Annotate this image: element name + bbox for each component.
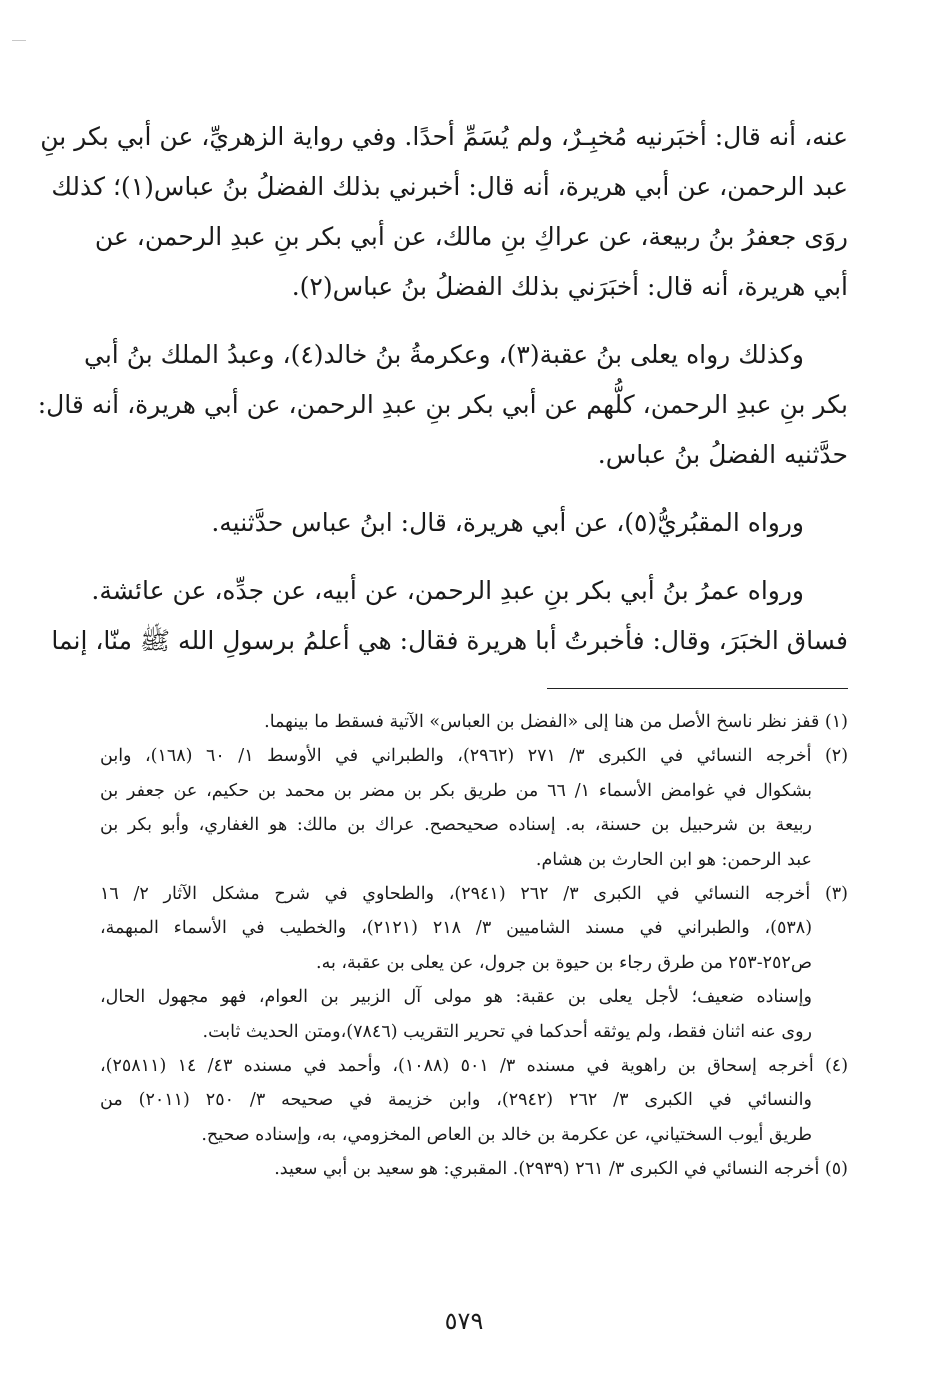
text-line: ورواه المقبُريُّ(٥)، عن أبي هريرة، قال: ابنُ عباس حدَّثنيه. bbox=[211, 508, 804, 537]
scan-edge-mark bbox=[12, 40, 26, 41]
footnote-line: بشكوال في غوامض الأسماء ١/ ٦٦ من طريق بكر بن مضر بن محمد بن حكيم، عن جعفر بن bbox=[100, 780, 812, 801]
footnote-line: (٥) أخرجه النسائي في الكبرى ٣/ ٢٦١ (٢٩٣٩). المقبري: هو سعيد بن أبي سعيد. bbox=[274, 1159, 848, 1180]
paragraph bbox=[37, 330, 848, 480]
footnote-line: والنسائي في الكبرى ٣/ ٢٦٢ (٢٩٤٢)، وابن خزيمة في صحيحه ٣/ ٢٥٠ (٢٠١١) من bbox=[100, 1090, 812, 1111]
footnote-line: طريق أيوب السختياني، عن عكرمة بن خالد بن العاص المخزومي، به، وإسناده صحيح. bbox=[201, 1124, 812, 1145]
text-line: بكر بنِ عبدِ الرحمن، كلُّهم عن أبي بكر بنِ عبدِ الرحمن، عن أبي هريرة، أنه قال: bbox=[37, 390, 848, 419]
text-line: فساق الخبَرَ، وقال: فأخبرتُ أبا هريرة فقال: هي أعلمُ برسولِ الله ﷺ منّا، إنما bbox=[51, 626, 848, 655]
text-line: ورواه عمرُ بنُ أبي بكر بنِ عبدِ الرحمن، عن أبيه، عن جدِّه، عن عائشة. bbox=[91, 576, 804, 605]
footnote bbox=[100, 739, 848, 877]
text-line: روَى جعفرُ بنُ ربيعة، عن عراكِ بنِ مالك، عن أبي بكر بنِ عبدِ الرحمن، عن bbox=[94, 222, 848, 251]
footnotes bbox=[100, 705, 848, 1186]
footnote bbox=[100, 705, 848, 739]
footnote bbox=[100, 1152, 848, 1186]
footnote bbox=[100, 877, 848, 1049]
paragraph bbox=[51, 566, 848, 666]
footnote-line: عبد الرحمن: هو ابن الحارث بن هشام. bbox=[535, 849, 812, 870]
footnote-line: ربيعة بن شرحبيل بن حسنة، به. إسناده صحيحصح. عراك بن مالك: هو الغفاري، وأبو بكر بن bbox=[100, 815, 812, 836]
footnote-separator bbox=[547, 688, 848, 689]
footnote-line: روى عنه اثنان فقط، ولم يوثقه أحدكما في تحرير التقريب (٧٨٤٦)،ومتن الحديث ثابت. bbox=[202, 1021, 812, 1042]
footnote-line: (٢) أخرجه النسائي في الكبرى ٣/ ٢٧١ (٢٩٦٢)، والطبراني في الأوسط ١/ ٦٠ (١٦٨)، وابن bbox=[100, 746, 849, 767]
footnote-line: (٤) أخرجه إسحاق بن راهوية في مسنده ٣/ ٥٠١ (١٠٨٨)، وأحمد في مسنده ٤٣/ ١٤ (٢٥٨١١)، bbox=[100, 1055, 849, 1076]
text-line: وكذلك رواه يعلى بنُ عقبة(٣)، وعكرمةُ بنُ خالد(٤)، وعبدُ الملك بنُ أبي bbox=[84, 340, 804, 369]
footnote-line: (٥٣٨)، والطبراني في مسند الشاميين ٣/ ٢١٨ (٢١٢١)، والخطيب في الأسماء المبهمة، bbox=[100, 918, 813, 939]
main-text bbox=[37, 112, 848, 666]
paragraph bbox=[100, 498, 848, 548]
text-line: أبي هريرة، أنه قال: أخبَرَني بذلك الفضلُ بنُ عباس(٢). bbox=[291, 272, 848, 301]
page-number: ٥٧٩ bbox=[444, 1307, 484, 1335]
text-line: عنه، أنه قال: أخبَرنيه مُخبِـرٌ، ولم يُسَمِّ أحدًا. وفي رواية الزهريِّ، عن أبي بكر بنِ bbox=[40, 122, 848, 151]
footnote-line: ص٢٥٢-٢٥٣ من طرق رجاء بن حيوة بن جرول، عن يعلى بن عقبة، به. bbox=[316, 952, 812, 973]
footnote-line: وإسناده ضعيف؛ لأجل يعلى بن عقبة: هو مولى آل الزبير بن العوام، فهو مجهول الحال، bbox=[100, 987, 812, 1008]
text-line: عبد الرحمن، عن أبي هريرة، أنه قال: أخبرني بذلك الفضلُ بنُ عباس(١)؛ كذلك bbox=[51, 172, 848, 201]
footnote-line: (١) قفز نظر ناسخ الأصل من هنا إلى «الفضل بن العباس» الآتية فسقط ما بينهما. bbox=[264, 712, 848, 732]
footnote bbox=[100, 1049, 848, 1152]
footnote-line: (٣) أخرجه النسائي في الكبرى ٣/ ٢٦٢ (٢٩٤١)، والطحاوي في شرح مشكل الآثار ٢/ ١٦ bbox=[100, 883, 848, 904]
text-line: حدَّثنيه الفضلُ بنُ عباس. bbox=[597, 440, 848, 469]
paragraph bbox=[40, 112, 848, 312]
